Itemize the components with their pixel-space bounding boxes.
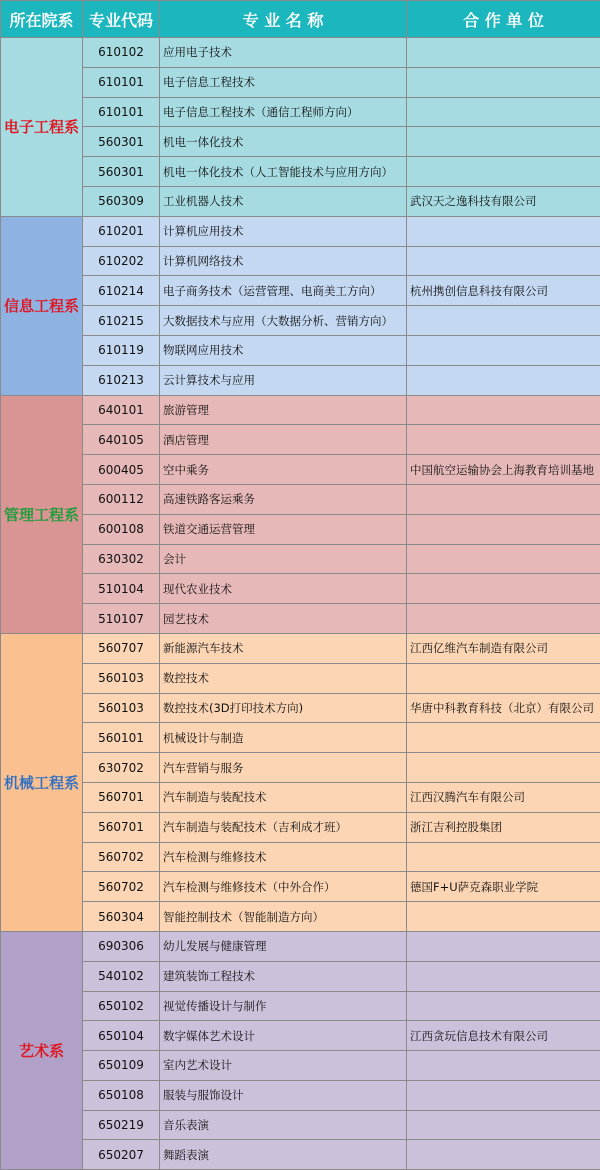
partner-name-cell <box>407 246 600 276</box>
major-code-cell: 630302 <box>83 544 160 574</box>
major-code-cell: 650109 <box>83 1051 160 1081</box>
major-name-cell: 酒店管理 <box>160 425 407 455</box>
major-name-cell: 电子商务技术（运营管理、电商美工方向） <box>160 276 407 306</box>
partner-name-cell: 江西亿维汽车制造有限公司 <box>407 633 600 663</box>
major-name-cell: 大数据技术与应用（大数据分析、营销方向） <box>160 306 407 336</box>
major-code-cell: 510107 <box>83 604 160 634</box>
table-row <box>1 186 600 216</box>
table-row <box>1 127 600 157</box>
major-code-cell: 640105 <box>83 425 160 455</box>
major-code-cell: 610215 <box>83 306 160 336</box>
partner-name-cell <box>407 365 600 395</box>
table-row <box>1 38 600 68</box>
table-row <box>1 365 600 395</box>
partner-name-cell <box>407 425 600 455</box>
major-name-cell: 机械设计与制造 <box>160 723 407 753</box>
partner-name-cell <box>407 931 600 961</box>
major-name-cell: 智能控制技术（智能制造方向） <box>160 902 407 932</box>
major-name-cell: 音乐表演 <box>160 1110 407 1140</box>
major-name-cell: 建筑装饰工程技术 <box>160 961 407 991</box>
major-code-cell: 610101 <box>83 97 160 127</box>
table-row <box>1 157 600 187</box>
partner-name-cell: 浙江吉利控股集团 <box>407 812 600 842</box>
major-name-cell: 汽车检测与维修技术 <box>160 842 407 872</box>
table-row <box>1 544 600 574</box>
major-code-cell: 560702 <box>83 872 160 902</box>
major-name-cell: 物联网应用技术 <box>160 335 407 365</box>
table-body <box>1 38 600 1170</box>
major-name-cell: 旅游管理 <box>160 395 407 425</box>
table-row <box>1 604 600 634</box>
partner-name-cell <box>407 97 600 127</box>
major-name-cell: 电子信息工程技术 <box>160 67 407 97</box>
major-name-cell: 数字媒体艺术设计 <box>160 1021 407 1051</box>
major-code-cell: 610213 <box>83 365 160 395</box>
table-row <box>1 753 600 783</box>
major-name-cell: 云计算技术与应用 <box>160 365 407 395</box>
table-row <box>1 663 600 693</box>
major-name-cell: 机电一体化技术（人工智能技术与应用方向） <box>160 157 407 187</box>
department-cell: 艺术系 <box>1 931 83 1169</box>
major-name-cell: 室内艺术设计 <box>160 1051 407 1081</box>
major-name-cell: 园艺技术 <box>160 604 407 634</box>
table-row <box>1 872 600 902</box>
table-header <box>1 1 600 38</box>
partner-name-cell <box>407 723 600 753</box>
partner-name-cell <box>407 1080 600 1110</box>
header-code: 专业代码 <box>83 1 160 38</box>
major-name-cell: 汽车制造与装配技术（吉利成才班） <box>160 812 407 842</box>
department-cell: 信息工程系 <box>1 216 83 395</box>
table-row <box>1 782 600 812</box>
major-name-cell: 应用电子技术 <box>160 38 407 68</box>
partner-name-cell <box>407 216 600 246</box>
major-name-cell: 计算机应用技术 <box>160 216 407 246</box>
table-row <box>1 276 600 306</box>
major-code-cell: 650104 <box>83 1021 160 1051</box>
major-name-cell: 高速铁路客运乘务 <box>160 484 407 514</box>
major-code-cell: 560701 <box>83 782 160 812</box>
major-code-cell: 510104 <box>83 574 160 604</box>
partner-name-cell: 华唐中科教育科技（北京）有限公司 <box>407 693 600 723</box>
major-code-cell: 610119 <box>83 335 160 365</box>
table-row <box>1 97 600 127</box>
table-row <box>1 246 600 276</box>
partner-name-cell <box>407 902 600 932</box>
partner-name-cell <box>407 842 600 872</box>
major-name-cell: 数控技术(3D打印技术方向) <box>160 693 407 723</box>
major-code-cell: 610101 <box>83 67 160 97</box>
major-name-cell: 汽车制造与装配技术 <box>160 782 407 812</box>
header-partner: 合 作 单 位 <box>407 1 600 38</box>
table-row <box>1 514 600 544</box>
partner-name-cell <box>407 1140 600 1170</box>
major-code-cell: 600405 <box>83 455 160 485</box>
major-code-cell: 650102 <box>83 991 160 1021</box>
table-row <box>1 484 600 514</box>
table-row <box>1 633 600 663</box>
partner-name-cell <box>407 38 600 68</box>
major-code-cell: 600108 <box>83 514 160 544</box>
department-cell: 管理工程系 <box>1 395 83 633</box>
table-row <box>1 1080 600 1110</box>
major-code-cell: 640101 <box>83 395 160 425</box>
table-row <box>1 902 600 932</box>
major-code-cell: 560309 <box>83 186 160 216</box>
major-code-cell: 650219 <box>83 1110 160 1140</box>
table-row <box>1 991 600 1021</box>
major-code-cell: 650108 <box>83 1080 160 1110</box>
major-name-cell: 数控技术 <box>160 663 407 693</box>
table-row <box>1 931 600 961</box>
partner-name-cell <box>407 1110 600 1140</box>
partner-name-cell <box>407 604 600 634</box>
major-name-cell: 机电一体化技术 <box>160 127 407 157</box>
major-code-cell: 560304 <box>83 902 160 932</box>
partner-name-cell <box>407 961 600 991</box>
header-department: 所在院系 <box>1 1 83 38</box>
partner-name-cell <box>407 753 600 783</box>
major-code-cell: 610202 <box>83 246 160 276</box>
major-code-cell: 630702 <box>83 753 160 783</box>
table-row <box>1 1110 600 1140</box>
major-name-cell: 幼儿发展与健康管理 <box>160 931 407 961</box>
partner-name-cell <box>407 484 600 514</box>
major-name-cell: 电子信息工程技术（通信工程师方向） <box>160 97 407 127</box>
major-code-cell: 560707 <box>83 633 160 663</box>
table-row <box>1 961 600 991</box>
partner-name-cell <box>407 306 600 336</box>
partner-name-cell <box>407 67 600 97</box>
table-row <box>1 455 600 485</box>
partner-name-cell: 杭州携创信息科技有限公司 <box>407 276 600 306</box>
major-code-cell: 560103 <box>83 693 160 723</box>
partner-name-cell <box>407 574 600 604</box>
table-row <box>1 842 600 872</box>
table-row <box>1 574 600 604</box>
partner-name-cell: 德国F+U萨克森职业学院 <box>407 872 600 902</box>
major-code-cell: 560301 <box>83 157 160 187</box>
partner-name-cell <box>407 991 600 1021</box>
partner-name-cell: 武汉天之逸科技有限公司 <box>407 186 600 216</box>
partner-name-cell: 江西贪玩信息技术有限公司 <box>407 1021 600 1051</box>
major-name-cell: 视觉传播设计与制作 <box>160 991 407 1021</box>
partner-name-cell <box>407 395 600 425</box>
major-name-cell: 汽车检测与维修技术（中外合作） <box>160 872 407 902</box>
major-name-cell: 舞蹈表演 <box>160 1140 407 1170</box>
table-row <box>1 723 600 753</box>
partner-name-cell <box>407 1051 600 1081</box>
major-name-cell: 工业机器人技术 <box>160 186 407 216</box>
major-code-cell: 560101 <box>83 723 160 753</box>
table-row <box>1 335 600 365</box>
table-row <box>1 812 600 842</box>
department-cell: 电子工程系 <box>1 38 83 217</box>
table-row <box>1 425 600 455</box>
partner-name-cell <box>407 544 600 574</box>
table-row <box>1 1021 600 1051</box>
major-name-cell: 铁道交通运营管理 <box>160 514 407 544</box>
major-code-cell: 600112 <box>83 484 160 514</box>
header-major-name: 专 业 名 称 <box>160 1 407 38</box>
major-code-cell: 560103 <box>83 663 160 693</box>
major-name-cell: 现代农业技术 <box>160 574 407 604</box>
table-row <box>1 1051 600 1081</box>
table-row <box>1 395 600 425</box>
major-name-cell: 汽车营销与服务 <box>160 753 407 783</box>
partner-name-cell <box>407 514 600 544</box>
major-name-cell: 服装与服饰设计 <box>160 1080 407 1110</box>
major-name-cell: 空中乘务 <box>160 455 407 485</box>
partner-name-cell <box>407 127 600 157</box>
table-row <box>1 67 600 97</box>
major-code-cell: 650207 <box>83 1140 160 1170</box>
major-code-cell: 560701 <box>83 812 160 842</box>
partner-name-cell <box>407 335 600 365</box>
table-row <box>1 216 600 246</box>
major-code-cell: 610201 <box>83 216 160 246</box>
table-row <box>1 693 600 723</box>
partner-name-cell <box>407 663 600 693</box>
major-name-cell: 计算机网络技术 <box>160 246 407 276</box>
partner-name-cell <box>407 157 600 187</box>
major-name-cell: 会计 <box>160 544 407 574</box>
major-code-cell: 560301 <box>83 127 160 157</box>
major-name-cell: 新能源汽车技术 <box>160 633 407 663</box>
major-code-cell: 610102 <box>83 38 160 68</box>
major-code-cell: 690306 <box>83 931 160 961</box>
department-cell: 机械工程系 <box>1 633 83 931</box>
table-row <box>1 1140 600 1170</box>
major-code-cell: 610214 <box>83 276 160 306</box>
major-code-cell: 540102 <box>83 961 160 991</box>
partner-name-cell: 中国航空运输协会上海教育培训基地 <box>407 455 600 485</box>
table-row <box>1 306 600 336</box>
major-code-cell: 560702 <box>83 842 160 872</box>
partner-name-cell: 江西汉腾汽车有限公司 <box>407 782 600 812</box>
